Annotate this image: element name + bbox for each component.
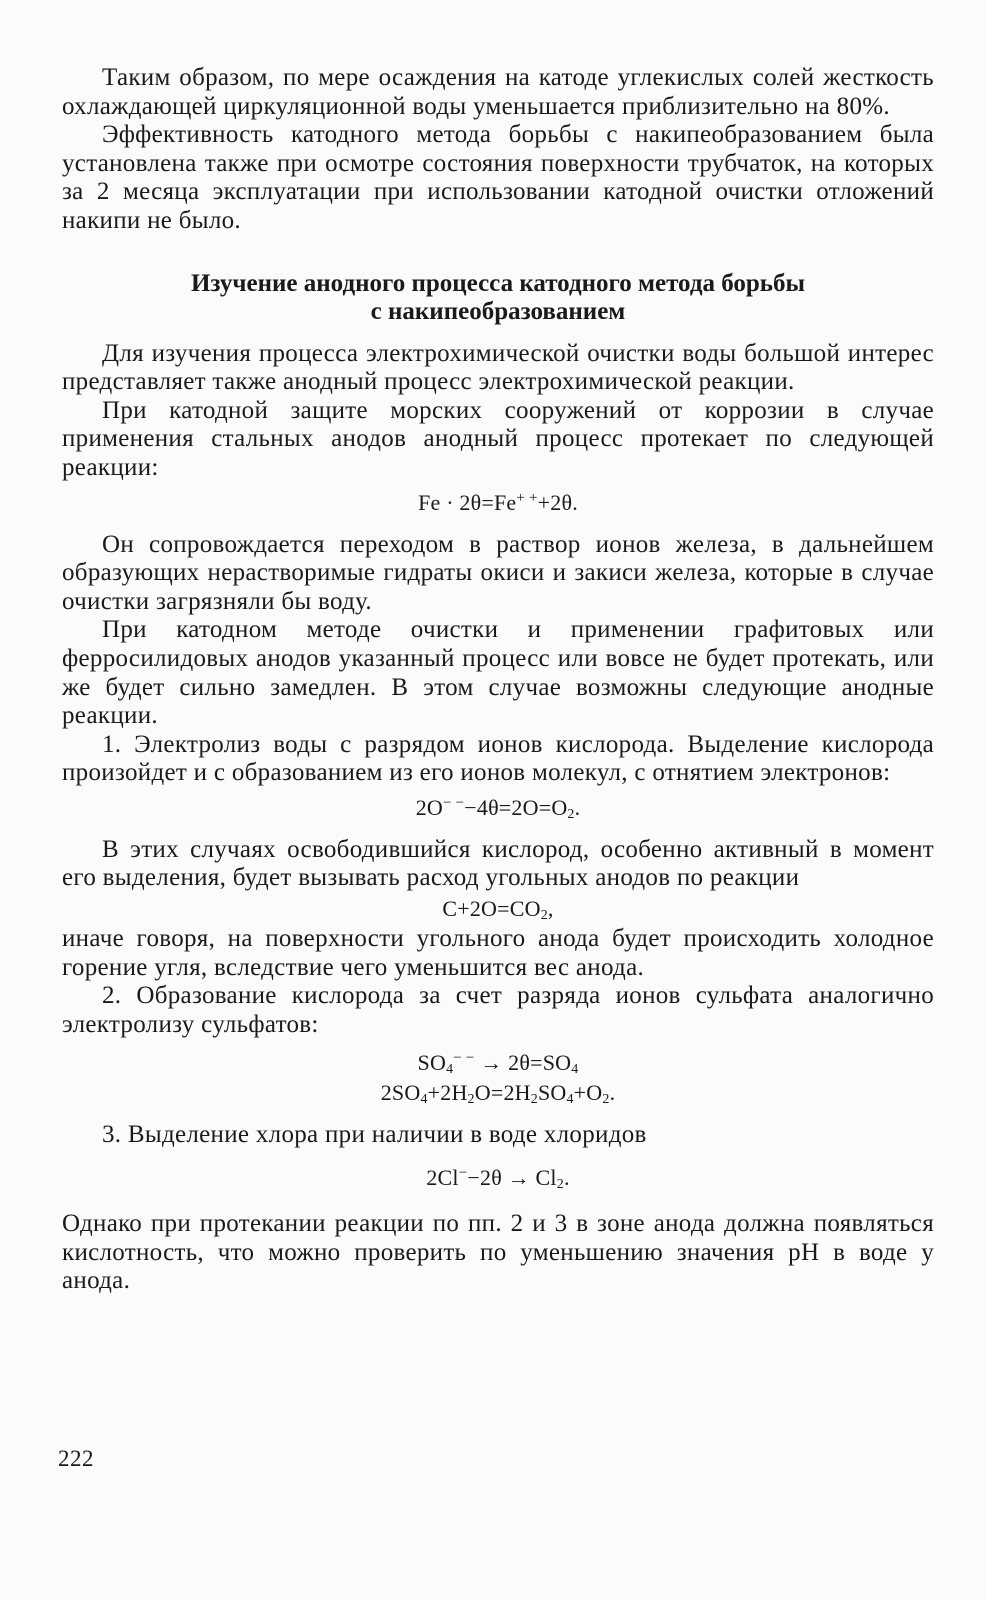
paragraph-cold-burning: иначе говоря, на поверхности угольного анода будет происходить холодное горение угля, вследствие чего уменьшится вес анода. [62,925,934,981]
formula-sulfate-1: $SO_4^{- -} \to 2\theta=SO_4$ [417,1050,579,1078]
paragraph-electrolysis-water: 1. Электролиз воды с разрядом ионов кислорода. Выделение кислорода произойдет и с образованием из его ионов молекул, с отнятием электронов: [62,730,934,787]
paragraph-acidity: Однако при протекании реакции по пп. 2 и 3 в зоне анода должна появляться кислотность, что можно проверить по уменьшению значения pH в воде у анода. [62,1210,934,1295]
paragraph-steel-anodes: При катодной защите морских сооружений от коррозии в случае применения стальных анодов анодный процесс протекает по следующей реакции: [62,396,934,481]
formula-sulfate-2: $2SO_4+2H_2O=2H_2SO_4+O_2$. [380,1080,616,1108]
section-heading-line-1: Изучение анодного процесса катодного метода борьбы [190,269,806,297]
paragraph-carbon-consumption: В этих случаях освободившийся кислород, особенно активный в момент его выделения, будет вызывать расход угольных анодов по реакции [62,835,934,892]
paragraph-chlorine: 3. Выделение хлора при наличии в воде хлоридов [102,1121,647,1149]
paragraph-iron-ions: Он сопровождается переходом в раствор ионов железа, в дальнейшем образующих нерастворимые гидраты окиси и закиси железа, которые в случае очистки загрязняли бы воду. [62,530,934,615]
section-body [62,340,934,1296]
formula-carbon: $C+2O=CO_2$, [442,896,554,924]
paragraph-sulfate: 2. Образование кислорода за счет разряда ионов сульфата аналогично электролизу сульфатов: [62,982,934,1038]
section-heading [62,270,934,326]
formula-chlorine: $2Cl^--2\theta \to Cl_2$. [426,1165,570,1193]
paragraph-effectiveness: Эффективность катодного метода борьбы с накипеобразованием была установлена также при осмотре состояния поверхности трубчаток, на которых за 2 месяца эксплуатации при использовании катодной очистки отложений накипи не было. [62,121,934,234]
paragraph-intro: Для изучения процесса электрохимической очистки воды большой интерес представляет также анодный процесс электрохимической реакции. [62,339,934,396]
formula-oxygen: $2O^{- -}-4\theta=2O=O_2$. [415,794,581,822]
section-heading-line-2: с накипеобразованием [370,297,626,325]
formula-iron: Fe · 2θ=Fe+ ++2θ. [418,489,578,515]
paragraph-graphite-anodes: При катодном методе очистки и применении графитовых или ферросилидовых анодов указанный процесс или вовсе не будет протекать, или же будет сильно замедлен. В этом случае возможны следующие анодные реакции. [62,616,934,730]
paragraph-hardness: Таким образом, по мере осаждения на катоде углекислых солей жесткость охлаждающей циркуляционной воды уменьшается приблизительно на 80%. [62,64,934,120]
page-number: 222 [58,1446,94,1471]
